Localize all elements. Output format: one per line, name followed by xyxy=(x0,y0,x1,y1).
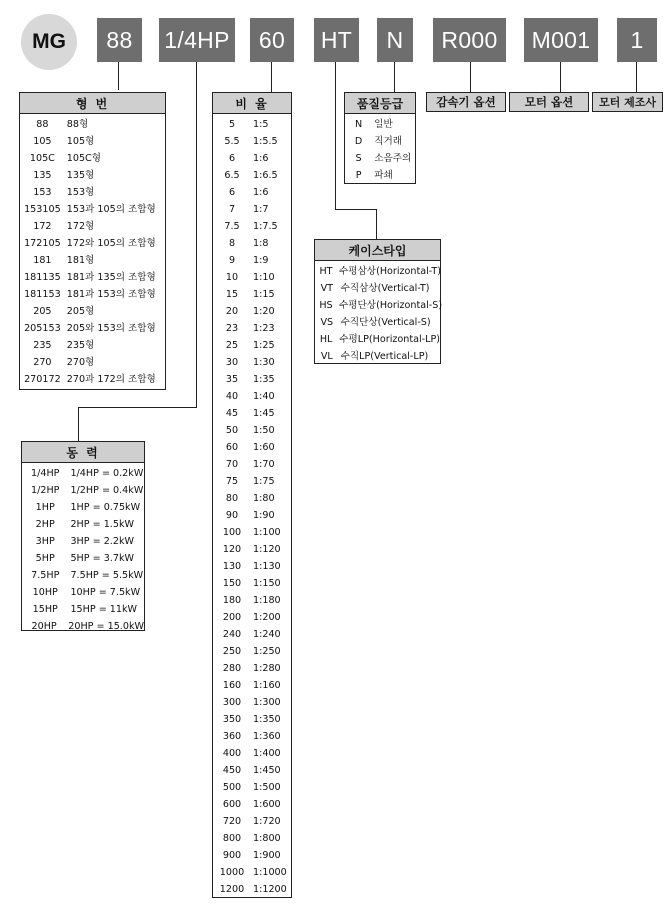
table-row xyxy=(315,314,440,331)
row-code: 160 xyxy=(222,680,242,691)
row-description: 1:7.5 xyxy=(253,221,278,232)
row-description: 10HP = 7.5kW xyxy=(70,587,141,598)
table-row xyxy=(213,133,291,150)
row-description: 1:9 xyxy=(253,255,269,266)
row-code: VT xyxy=(320,283,334,294)
code-segment-motor-option: M001 xyxy=(524,18,598,62)
row-code: 8 xyxy=(228,238,236,249)
quality-grade-table xyxy=(344,92,416,184)
code-segment-quality: N xyxy=(377,18,413,62)
connector-power-horizontal xyxy=(78,407,197,408)
table-row xyxy=(213,422,291,439)
table-row xyxy=(213,150,291,167)
row-code: 600 xyxy=(222,799,242,810)
row-description: 1:720 xyxy=(253,816,281,827)
connector-power-down xyxy=(78,407,79,441)
row-code: 20HP xyxy=(31,621,57,632)
row-description: 235형 xyxy=(66,340,95,351)
table-row xyxy=(213,796,291,813)
row-code: 153105 xyxy=(24,204,61,215)
table-row xyxy=(20,354,165,371)
connector-maker xyxy=(636,62,637,92)
table-row xyxy=(20,201,165,218)
table-row xyxy=(213,405,291,422)
row-description: 1:160 xyxy=(253,680,281,691)
row-description: 1:250 xyxy=(253,646,281,657)
connector-case-horizontal xyxy=(335,209,377,210)
table-row xyxy=(20,235,165,252)
row-description: 5HP = 3.7kW xyxy=(70,553,134,564)
row-description: 1:25 xyxy=(253,340,275,351)
row-code: 350 xyxy=(222,714,242,725)
row-description: 1:600 xyxy=(253,799,281,810)
table-row xyxy=(213,626,291,643)
table-row xyxy=(315,280,440,297)
row-description: 1:300 xyxy=(253,697,281,708)
row-description: 1:6.5 xyxy=(253,170,278,181)
row-description: 1:7 xyxy=(253,204,269,215)
row-code: 900 xyxy=(222,850,242,861)
row-code: 240 xyxy=(222,629,242,640)
row-description: 수직단상(Vertical-S) xyxy=(340,317,431,328)
code-segment-reducer-option: R000 xyxy=(433,18,506,62)
table-row xyxy=(22,499,144,516)
row-code: 360 xyxy=(222,731,242,742)
row-code: 7.5 xyxy=(224,221,240,232)
row-code: 280 xyxy=(222,663,242,674)
table-row xyxy=(20,167,165,184)
table-row xyxy=(213,201,291,218)
code-segment-maker: 1 xyxy=(617,18,657,62)
frame-size-table xyxy=(19,92,166,390)
row-code: 88 xyxy=(36,119,49,130)
row-code: 172 xyxy=(33,221,52,232)
table-row xyxy=(22,533,144,550)
table-row xyxy=(20,286,165,303)
connector-reducer-option xyxy=(470,62,471,92)
row-description: 1:1000 xyxy=(253,867,287,878)
row-code: 6 xyxy=(228,187,236,198)
table-row xyxy=(213,524,291,541)
table-row xyxy=(213,677,291,694)
row-code: 70 xyxy=(225,459,239,470)
row-code: 120 xyxy=(222,544,242,555)
row-description: 135형 xyxy=(66,170,95,181)
row-code: 35 xyxy=(225,374,239,385)
row-description: 153과 105의 조합형 xyxy=(66,204,156,215)
table-row xyxy=(345,150,415,167)
row-code: 200 xyxy=(222,612,242,623)
table-row xyxy=(213,116,291,133)
row-description: 1:120 xyxy=(253,544,281,555)
row-description: 1:450 xyxy=(253,765,281,776)
code-segment-ratio: 60 xyxy=(250,18,294,62)
row-code: 5.5 xyxy=(224,136,240,147)
table-row xyxy=(20,337,165,354)
ratio-table xyxy=(212,92,292,898)
table-row xyxy=(213,592,291,609)
row-code: 75 xyxy=(225,476,239,487)
connector-case-vertical xyxy=(335,62,336,210)
frame-size-table-title: 형 번 xyxy=(20,93,165,114)
row-description: 1:1200 xyxy=(253,884,287,895)
row-code: 720 xyxy=(222,816,242,827)
connector-case-down xyxy=(376,209,377,239)
row-description: 수평삼상(Horizontal-T) xyxy=(339,266,441,277)
row-code: 130 xyxy=(222,561,242,572)
row-code: 105C xyxy=(29,153,55,164)
row-code: 105 xyxy=(33,136,52,147)
table-row xyxy=(20,320,165,337)
row-description: 181형 xyxy=(66,255,95,266)
row-code: HS xyxy=(319,300,333,311)
table-row xyxy=(345,167,415,184)
connector-power-vertical xyxy=(196,62,197,408)
row-code: 9 xyxy=(228,255,236,266)
row-code: 1000 xyxy=(219,867,245,878)
row-code: 1200 xyxy=(219,884,245,895)
row-description: 270형 xyxy=(66,357,95,368)
row-code: 5HP xyxy=(35,553,55,564)
table-row xyxy=(213,881,291,898)
row-description: 1:5 xyxy=(253,119,269,130)
row-code: 800 xyxy=(222,833,242,844)
table-row xyxy=(213,558,291,575)
row-description: 181과 135의 조합형 xyxy=(66,272,156,283)
row-code: 80 xyxy=(225,493,239,504)
row-description: 153형 xyxy=(66,187,95,198)
row-code: 40 xyxy=(225,391,239,402)
table-row xyxy=(213,660,291,677)
row-description: 수평LP(Horizontal-LP) xyxy=(339,334,440,345)
ratio-table-title: 비 율 xyxy=(213,93,291,114)
row-code: 6 xyxy=(228,153,236,164)
table-row xyxy=(213,269,291,286)
row-code: 7.5HP xyxy=(31,570,60,581)
connector-ratio xyxy=(271,62,272,92)
row-code: 20 xyxy=(225,306,239,317)
table-row xyxy=(213,694,291,711)
connector-frame xyxy=(118,62,119,90)
row-code: 300 xyxy=(222,697,242,708)
table-row xyxy=(213,541,291,558)
table-row xyxy=(22,482,144,499)
row-code: VL xyxy=(320,351,333,362)
table-row xyxy=(213,252,291,269)
table-row xyxy=(315,331,440,348)
table-row xyxy=(213,830,291,847)
power-table xyxy=(21,441,145,631)
table-row xyxy=(20,371,165,388)
row-description: 1:70 xyxy=(253,459,275,470)
row-code: 90 xyxy=(225,510,239,521)
row-code: 205153 xyxy=(24,323,61,334)
table-row xyxy=(213,643,291,660)
row-description: 1/4HP = 0.2kW xyxy=(70,468,144,479)
row-description: 1:900 xyxy=(253,850,281,861)
row-description: 181과 153의 조합형 xyxy=(66,289,156,300)
table-row xyxy=(213,762,291,779)
quality-grade-table-title: 품질등급 xyxy=(345,93,415,114)
table-row xyxy=(213,779,291,796)
row-description: 1HP = 0.75kW xyxy=(70,502,141,513)
row-code: 500 xyxy=(222,782,242,793)
row-code: 1/4HP xyxy=(31,468,60,479)
row-code: 235 xyxy=(33,340,52,351)
table-row xyxy=(22,516,144,533)
row-description: 1:240 xyxy=(253,629,281,640)
row-description: 1:130 xyxy=(253,561,281,572)
row-code: 50 xyxy=(225,425,239,436)
row-description: 1:40 xyxy=(253,391,275,402)
row-code: 270172 xyxy=(24,374,61,385)
table-row xyxy=(213,337,291,354)
row-description: 105형 xyxy=(66,136,95,147)
table-row xyxy=(213,609,291,626)
table-row xyxy=(213,711,291,728)
row-code: 180 xyxy=(222,595,242,606)
table-row xyxy=(213,320,291,337)
row-description: 1:15 xyxy=(253,289,275,300)
table-row xyxy=(213,575,291,592)
row-description: 1:400 xyxy=(253,748,281,759)
table-row xyxy=(213,439,291,456)
table-row xyxy=(22,584,144,601)
row-description: 1:100 xyxy=(253,527,281,538)
table-row xyxy=(213,371,291,388)
row-code: 15 xyxy=(225,289,239,300)
table-row xyxy=(22,567,144,584)
row-description: 수직LP(Vertical-LP) xyxy=(340,351,429,362)
table-row xyxy=(22,465,144,482)
row-code: N xyxy=(355,119,363,130)
table-row xyxy=(315,263,440,280)
table-row xyxy=(20,303,165,320)
row-description: 1:6 xyxy=(253,187,269,198)
row-description: 일반 xyxy=(374,119,393,130)
table-row xyxy=(213,490,291,507)
table-row xyxy=(213,507,291,524)
row-code: 45 xyxy=(225,408,239,419)
row-description: 1:200 xyxy=(253,612,281,623)
row-description: 7.5HP = 5.5kW xyxy=(70,570,144,581)
row-description: 1:90 xyxy=(253,510,275,521)
row-description: 1:800 xyxy=(253,833,281,844)
row-code: 100 xyxy=(222,527,242,538)
row-description: 20HP = 15.0kW xyxy=(68,621,144,632)
row-description: 파쇄 xyxy=(374,170,393,181)
table-row xyxy=(213,303,291,320)
table-row xyxy=(213,388,291,405)
row-code: VS xyxy=(320,317,334,328)
row-code: 1/2HP xyxy=(31,485,60,496)
row-code: P xyxy=(355,170,362,181)
row-code: 270 xyxy=(33,357,52,368)
row-code: 7 xyxy=(228,204,236,215)
code-segment-case: HT xyxy=(314,18,359,62)
row-description: 1:350 xyxy=(253,714,281,725)
row-code: HL xyxy=(319,334,333,345)
row-description: 1:5.5 xyxy=(253,136,278,147)
row-code: S xyxy=(355,153,362,164)
row-description: 15HP = 11kW xyxy=(70,604,138,615)
motor-maker-label: 모터 제조사 xyxy=(592,92,663,112)
row-description: 105C형 xyxy=(66,153,102,164)
table-row xyxy=(345,133,415,150)
case-type-table xyxy=(314,239,441,364)
table-row xyxy=(20,150,165,167)
row-description: 수평단상(Horizontal-S) xyxy=(339,300,443,311)
reducer-option-label: 감속기 옵션 xyxy=(426,92,506,112)
row-description: 1:6 xyxy=(253,153,269,164)
row-code: 2HP xyxy=(35,519,55,530)
row-description: 직거래 xyxy=(374,136,403,147)
power-table-title: 동 력 xyxy=(22,442,144,463)
row-description: 3HP = 2.2kW xyxy=(70,536,134,547)
row-description: 1:75 xyxy=(253,476,275,487)
row-description: 205와 153의 조합형 xyxy=(66,323,156,334)
table-row xyxy=(213,847,291,864)
row-description: 1:20 xyxy=(253,306,275,317)
case-type-table-title: 케이스타입 xyxy=(315,240,440,261)
table-row xyxy=(213,286,291,303)
connector-quality xyxy=(394,62,395,92)
table-row xyxy=(20,218,165,235)
row-description: 172형 xyxy=(66,221,95,232)
table-row xyxy=(20,252,165,269)
row-description: 88형 xyxy=(66,119,89,130)
code-prefix-mg: MG xyxy=(21,14,77,70)
row-description: 1:60 xyxy=(253,442,275,453)
code-segment-power: 1/4HP xyxy=(159,18,235,62)
connector-motor-option xyxy=(560,62,561,92)
row-description: 1/2HP = 0.4kW xyxy=(70,485,144,496)
row-code: 153 xyxy=(33,187,52,198)
table-row xyxy=(20,133,165,150)
table-row xyxy=(22,618,144,635)
row-description: 1:10 xyxy=(253,272,275,283)
row-description: 1:180 xyxy=(253,595,281,606)
table-row xyxy=(213,813,291,830)
table-row xyxy=(213,184,291,201)
table-row xyxy=(213,456,291,473)
row-code: 5 xyxy=(228,119,236,130)
row-description: 1:35 xyxy=(253,374,275,385)
row-code: D xyxy=(354,136,363,147)
motor-option-label: 모터 옵션 xyxy=(509,92,589,112)
table-row xyxy=(213,864,291,881)
table-row xyxy=(213,473,291,490)
table-row xyxy=(213,728,291,745)
row-description: 1:80 xyxy=(253,493,275,504)
row-code: 10HP xyxy=(32,587,58,598)
row-code: 135 xyxy=(33,170,52,181)
row-code: 15HP xyxy=(32,604,58,615)
row-code: 181153 xyxy=(24,289,61,300)
row-code: 60 xyxy=(225,442,239,453)
table-row xyxy=(213,167,291,184)
table-row xyxy=(22,601,144,618)
table-row xyxy=(20,184,165,201)
code-segment-frame: 88 xyxy=(97,18,142,62)
table-row xyxy=(315,348,440,365)
table-row xyxy=(345,116,415,133)
table-row xyxy=(20,269,165,286)
row-code: 450 xyxy=(222,765,242,776)
row-code: 400 xyxy=(222,748,242,759)
row-description: 172와 105의 조합형 xyxy=(66,238,156,249)
row-code: 181 xyxy=(33,255,52,266)
row-code: 181135 xyxy=(24,272,61,283)
row-code: 3HP xyxy=(35,536,55,547)
row-code: 23 xyxy=(225,323,239,334)
row-description: 2HP = 1.5kW xyxy=(70,519,134,530)
row-code: 10 xyxy=(225,272,239,283)
table-row xyxy=(213,745,291,762)
row-code: 205 xyxy=(33,306,52,317)
table-row xyxy=(213,235,291,252)
row-description: 1:30 xyxy=(253,357,275,368)
row-code: HT xyxy=(319,266,333,277)
row-code: 1HP xyxy=(35,502,55,513)
row-description: 1:280 xyxy=(253,663,281,674)
row-code: 25 xyxy=(225,340,239,351)
row-description: 1:150 xyxy=(253,578,281,589)
table-row xyxy=(20,116,165,133)
table-row xyxy=(213,218,291,235)
table-row xyxy=(22,550,144,567)
row-description: 수직삼상(Vertical-T) xyxy=(340,283,430,294)
row-code: 250 xyxy=(222,646,242,657)
row-description: 1:23 xyxy=(253,323,275,334)
table-row xyxy=(315,297,443,314)
row-description: 소음주의 xyxy=(374,153,412,164)
row-description: 1:8 xyxy=(253,238,269,249)
row-description: 1:360 xyxy=(253,731,281,742)
row-description: 205형 xyxy=(66,306,95,317)
row-description: 270과 172의 조합형 xyxy=(66,374,156,385)
row-code: 30 xyxy=(225,357,239,368)
row-code: 6.5 xyxy=(224,170,240,181)
row-description: 1:50 xyxy=(253,425,275,436)
row-description: 1:500 xyxy=(253,782,281,793)
table-row xyxy=(213,354,291,371)
row-code: 172105 xyxy=(24,238,61,249)
row-code: 150 xyxy=(222,578,242,589)
row-description: 1:45 xyxy=(253,408,275,419)
